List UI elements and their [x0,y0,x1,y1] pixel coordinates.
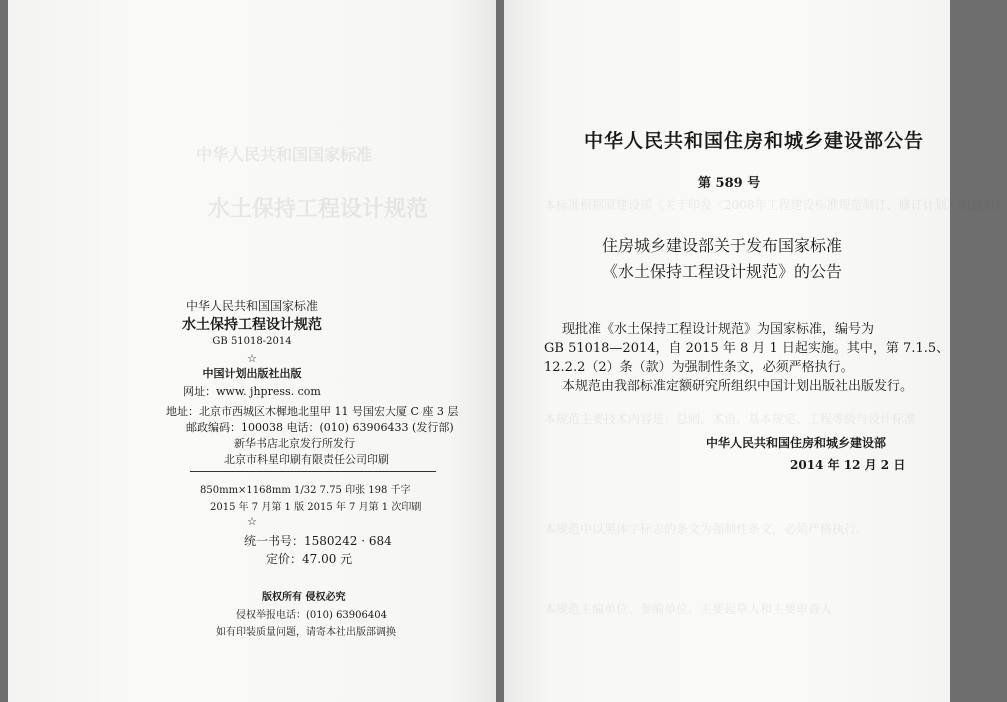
publisher: 中国计划出版社出版 [202,367,302,380]
announcement-number: 第 589 号 [698,176,761,191]
subtitle-line1: 住房城乡建设部关于发布国家标准 [602,236,843,255]
show-through-text: 本规范主编单位、参编单位、主要起草人和主要审查人 [544,602,833,616]
quality-note: 如有印装质量问题，请寄本社出版部调换 [216,627,396,638]
star-divider: ☆ [247,352,257,365]
specs: 850mm×1168mm 1/32 7.75 印张 198 千字 [200,485,411,496]
body-line4: 本规范由我部标准定额研究所组织中国计划出版社出版发行。 [562,379,914,394]
standard-header: 中华人民共和国国家标准 [185,299,318,313]
website: 网址：www. jhpress. com [183,385,321,398]
signature: 中华人民共和国住房和城乡建设部 [706,436,887,450]
copyright: 版权所有 侵权必究 [262,592,346,603]
divider-rule [190,471,436,472]
standard-code: GB 51018-2014 [212,336,292,347]
subtitle-line2: 《水土保持工程设计规范》的公告 [602,262,843,281]
report-phone: 侵权举报电话：(010) 63906404 [236,610,387,621]
printer: 北京市科星印刷有限责任公司印刷 [224,453,389,466]
book-number: 统一书号：1580242 · 684 [244,534,392,548]
show-through-text: 本规范中以黑体字标志的条文为强制性条文，必须严格执行。 [544,522,869,536]
right-page [504,0,1007,702]
edition: 2015 年 7 月第 1 版 2015 年 7 月第 1 次印刷 [210,502,422,513]
body-line2: GB 51018—2014，自 2015 年 8 月 1 日起实施。其中，第 7.1.5、 [544,341,950,356]
body-line3: 12.2.2（2）条（款）为强制性条文，必须严格执行。 [544,360,854,375]
star-divider: ☆ [247,515,257,528]
show-through-text: 中华人民共和国国家标准 [196,145,373,164]
show-through-text: 本标准根据原建设部《关于印发〈2008年工程建设标准规范制订、修订计划〉的通知》 [544,198,1007,212]
show-through-text: 水土保持工程设计规范 [208,196,429,222]
body-line1: 现批准《水土保持工程设计规范》为国家标准，编号为 [562,322,875,337]
price: 定价：47.00 元 [266,552,353,566]
address: 地址：北京市西城区木樨地北里甲 11 号国宏大厦 C 座 3 层 [166,405,459,418]
postcode-phone: 邮政编码：100038 电话：(010) 63906433 (发行部) [186,421,454,434]
distributor: 新华书店北京发行所发行 [234,437,355,450]
standard-title: 水土保持工程设计规范 [182,317,322,333]
left-page [8,0,496,702]
announcement-title: 中华人民共和国住房和城乡建设部公告 [583,130,924,152]
show-through-text: 本规范主要技术内容是：总则、术语、基本规定、工程等级与设计标准 [544,412,917,426]
announcement-date: 2014 年 12 月 2 日 [790,458,906,472]
